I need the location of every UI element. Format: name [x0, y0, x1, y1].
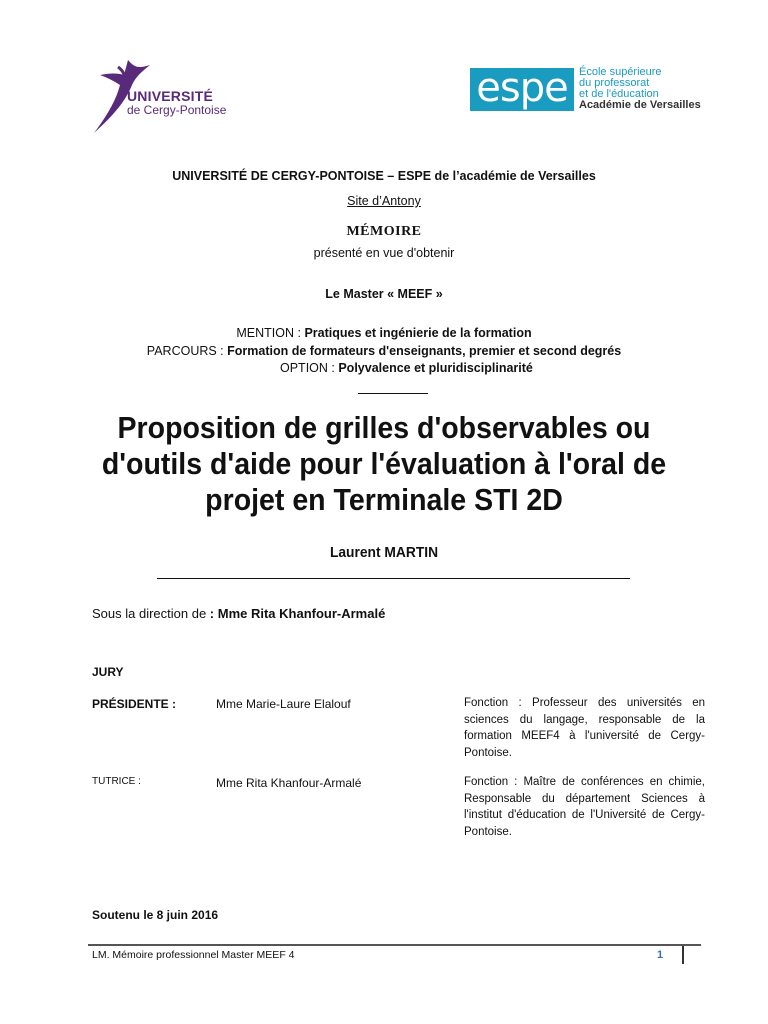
- university-heading: UNIVERSITÉ DE CERGY-PONTOISE – ESPE de l’académie de Versailles: [172, 169, 596, 183]
- jury-role-tutor: TUTRICE :: [92, 776, 141, 787]
- supervision-line: [92, 606, 385, 621]
- separator-long: [157, 578, 630, 579]
- master-line: Le Master « MEEF »: [325, 287, 443, 301]
- ucp-logo-line2: de Cergy-Pontoise: [127, 103, 227, 117]
- author-name: Laurent MARTIN: [329, 544, 439, 561]
- presented-line: présenté en vue d'obtenir: [313, 246, 455, 260]
- ucp-logo-line1: UNIVERSITÉ: [127, 88, 214, 104]
- document-type: MÉMOIRE: [346, 224, 422, 239]
- option-value: Polyvalence et pluridisciplinarité: [338, 361, 533, 375]
- footer-text: LM. Mémoire professionnel Master MEEF 4: [92, 949, 295, 961]
- supervision-label: Sous la direction de: [92, 606, 210, 621]
- parcours-value: Formation de formateurs d'enseignants, premier et second degrés: [227, 344, 622, 358]
- footer-rule: [88, 944, 701, 946]
- page-number-bar: [682, 946, 684, 964]
- espe-line1: École supérieure: [579, 66, 662, 78]
- mention-line: [0, 326, 768, 340]
- espe-line2: du professorat: [579, 77, 650, 89]
- espe-logo-text: [579, 67, 701, 111]
- option-label: OPTION :: [280, 361, 339, 375]
- mention-value: Pratiques et ingénierie de la formation: [304, 326, 532, 340]
- jury-name-tutor: Mme Rita Khanfour-Armalé: [216, 776, 362, 790]
- espe-logo: espe: [470, 68, 574, 111]
- jury-role-president: PRÉSIDENTE :: [92, 697, 177, 711]
- jury-fonction-tutor: Fonction : Maître de conférences en chimie, Responsable du département Sciences à l'institut d'éducation de l'Université de Cergy-Pontoise.: [464, 776, 705, 838]
- separator-short: [358, 393, 428, 394]
- espe-line3: et de l'éducation: [579, 88, 659, 100]
- jury-heading: JURY: [92, 665, 124, 679]
- defense-date: Soutenu le 8 juin 2016: [92, 908, 219, 922]
- thesis-title: Proposition de grilles d'observables ou d'outils d'aide pour l'évaluation à l'oral de projet en Terminale STI 2D: [101, 410, 667, 517]
- jury-fonction-president: Fonction : Professeur des universités en sciences du langage, responsable de la formation MEEF4 à l'université de Cergy-Pontoise.: [464, 697, 705, 759]
- espe-line4: Académie de Versailles: [579, 99, 701, 111]
- parcours-label: PARCOURS :: [146, 344, 228, 358]
- option-line: [280, 361, 533, 375]
- parcours-line: [0, 344, 768, 358]
- jury-name-president: Mme Marie-Laure Elalouf: [216, 697, 351, 711]
- page-number: 1: [657, 949, 664, 961]
- site-name: Site d’Antony: [347, 194, 421, 208]
- mention-label: MENTION :: [236, 326, 305, 340]
- supervisor-name: : Mme Rita Khanfour-Armalé: [209, 606, 386, 621]
